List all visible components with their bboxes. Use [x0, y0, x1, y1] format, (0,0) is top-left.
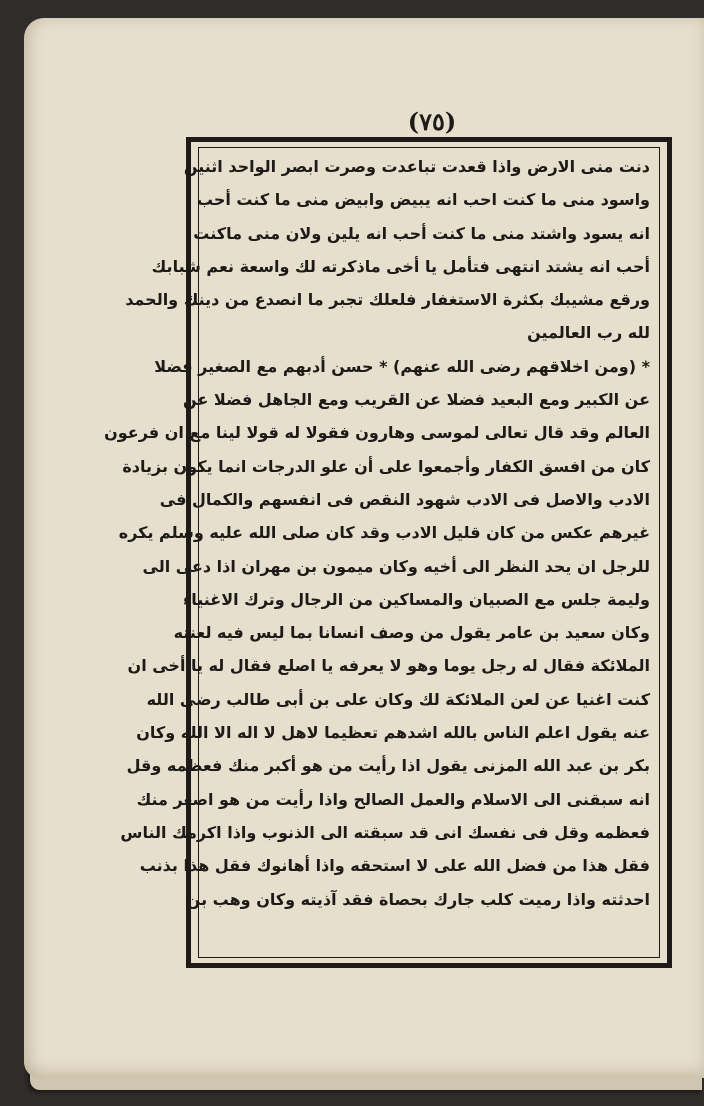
text-line: فقل هذا من فضل الله على لا استحقه واذا أهانوك فقل هذا بذنب — [139, 856, 650, 876]
text-line: وليمة جلس مع الصبيان والمساكين من الرجال وترك الاغنياء — [183, 589, 650, 609]
text-line: عن الكبير ومع البعيد فضلا عن القريب ومع الجاهل فضلا عن — [183, 390, 650, 410]
text-line: الملائكة فقال له رجل يوما وهو لا يعرفه يا اصلع فقال له يا أخى ان — [127, 656, 650, 676]
text-line: غيرهم عكس من كان قليل الادب وقد كان صلى الله عليه وسلم يكره — [118, 523, 650, 543]
text-line: كنت اغنيا عن لعن الملائكة لك وكان على بن أبى طالب رضى الله — [146, 689, 650, 709]
text-line: انه سبقنى الى الاسلام والعمل الصالح واذا رأيت من هو اصغر منك — [136, 789, 650, 809]
text-line: فعظمه وقل فى نفسك انى قد سبقته الى الذنوب واذا اكرمك الناس — [120, 822, 650, 842]
text-line: احدثته واذا رميت كلب جارك بحصاة فقد آذيته وكان وهب بن — [186, 889, 650, 909]
text-line: ورقع مشيبك بكثرة الاستغفار فلعلك تجبر ما انصدع من دينك والحمد — [125, 290, 650, 310]
arabic-text-block — [104, 150, 654, 955]
text-line: عنه يقول اعلم الناس بالله اشدهم تعظيما لاهل لا اله الا الله وكان — [136, 723, 650, 743]
text-line: لله رب العالمين — [527, 323, 650, 343]
text-line: الادب والاصل فى الادب شهود النقص فى انفسهم والكمال فى — [159, 489, 650, 509]
text-line: للرجل ان يحد النظر الى أخيه وكان ميمون بن مهران اذا دعى الى — [142, 556, 650, 576]
text-line: أحب انه يشتد انتهى فتأمل يا أخى ماذكرته لك واسعة نعم شبابك — [151, 256, 650, 276]
page-number: (٧٥) — [407, 107, 457, 136]
text-line: دنت منى الارض واذا قعدت تباعدت وصرت ابصر الواحد اثنين — [183, 157, 650, 176]
text-line: بكر بن عبد الله المزنى يقول اذا رأيت من هو أكبر منك فعظمه وقل — [126, 756, 650, 776]
text-line: انه يسود واشتد منى ما كنت أحب انه يلين ولان منى ماكنت — [193, 223, 650, 243]
text-line: وكان سعيد بن عامر يقول من وصف انسانا بما ليس فيه لعنته — [173, 623, 650, 643]
text-line: كان من افسق الكفار وأجمعوا على أن علو الدرجات انما يكون بزيادة — [122, 456, 650, 476]
text-line: واسود منى ما كنت احب انه يبيض وابيض منى ما كنت أحب — [196, 190, 650, 210]
text-line: العالم وقد قال تعالى لموسى وهارون فقولا له قولا لينا مع ان فرعون — [104, 423, 650, 443]
section-heading-line: * (ومن اخلاقهم رضى الله عنهم) * حسن أدبهم مع الصغير فضلا — [154, 356, 650, 376]
